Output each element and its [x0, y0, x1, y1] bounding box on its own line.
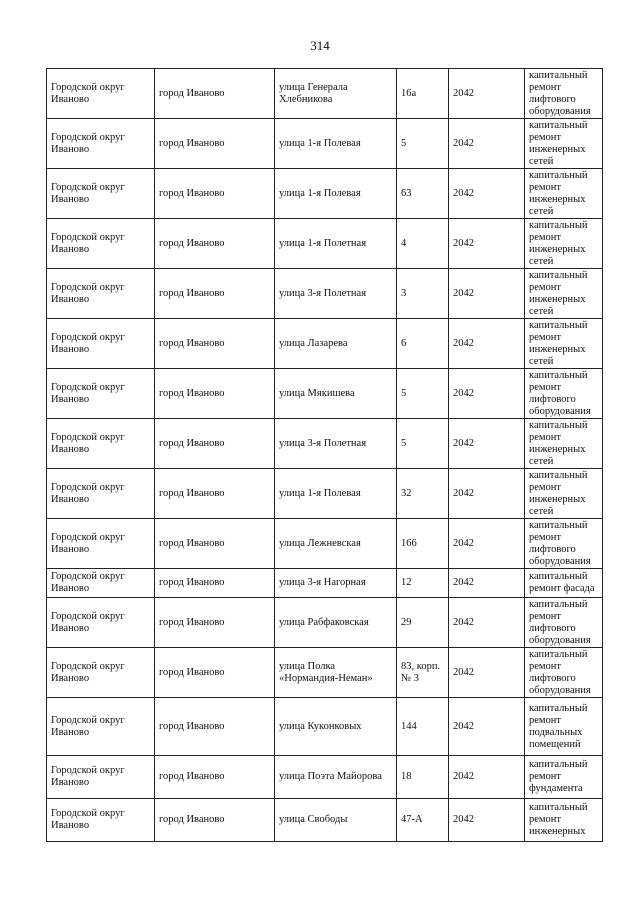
street-cell: улица Мякишева	[275, 369, 397, 419]
year-cell: 2042	[449, 799, 525, 842]
district-cell: Городской округ Иваново	[47, 598, 155, 648]
house-cell: 144	[397, 698, 449, 756]
table-row	[47, 698, 603, 756]
table-row	[47, 369, 603, 419]
work-type-cell: капитальный ремонт инженерных сетей	[525, 469, 603, 519]
house-cell: 32	[397, 469, 449, 519]
work-type-cell: капитальный ремонт инженерных сетей	[525, 169, 603, 219]
house-cell: 166	[397, 519, 449, 569]
year-cell: 2042	[449, 519, 525, 569]
street-cell: улица 1-я Полевая	[275, 469, 397, 519]
work-type-cell: капитальный ремонт подвальных помещений	[525, 698, 603, 756]
table-row	[47, 169, 603, 219]
work-type-cell: капитальный ремонт лифтового оборудования	[525, 69, 603, 119]
year-cell: 2042	[449, 698, 525, 756]
year-cell: 2042	[449, 319, 525, 369]
table-row	[47, 799, 603, 842]
city-cell: город Иваново	[155, 569, 275, 598]
street-cell: улица 3-я Полетная	[275, 419, 397, 469]
house-cell: 29	[397, 598, 449, 648]
street-cell: улица Генерала Хлебникова	[275, 69, 397, 119]
house-cell: 83, корп. № 3	[397, 648, 449, 698]
work-type-cell: капитальный ремонт лифтового оборудования	[525, 648, 603, 698]
house-cell: 5	[397, 119, 449, 169]
house-cell: 6	[397, 319, 449, 369]
table-row	[47, 419, 603, 469]
district-cell: Городской округ Иваново	[47, 269, 155, 319]
street-cell: улица 1-я Полевая	[275, 169, 397, 219]
street-cell: улица Поэта Майорова	[275, 756, 397, 799]
city-cell: город Иваново	[155, 119, 275, 169]
street-cell: улица Рабфаковская	[275, 598, 397, 648]
city-cell: город Иваново	[155, 799, 275, 842]
city-cell: город Иваново	[155, 756, 275, 799]
district-cell: Городской округ Иваново	[47, 648, 155, 698]
district-cell: Городской округ Иваново	[47, 219, 155, 269]
city-cell: город Иваново	[155, 69, 275, 119]
district-cell: Городской округ Иваново	[47, 169, 155, 219]
house-cell: 16а	[397, 69, 449, 119]
table-row	[47, 119, 603, 169]
street-cell: улица 1-я Полетная	[275, 219, 397, 269]
district-cell: Городской округ Иваново	[47, 799, 155, 842]
city-cell: город Иваново	[155, 519, 275, 569]
work-type-cell: капитальный ремонт лифтового оборудования	[525, 519, 603, 569]
page-number: 314	[310, 38, 330, 53]
table-row	[47, 519, 603, 569]
house-cell: 3	[397, 269, 449, 319]
work-type-cell: капитальный ремонт инженерных сетей	[525, 269, 603, 319]
table-body	[47, 69, 603, 842]
street-cell: улица Лежневская	[275, 519, 397, 569]
district-cell: Городской округ Иваново	[47, 569, 155, 598]
district-cell: Городской округ Иваново	[47, 519, 155, 569]
city-cell: город Иваново	[155, 169, 275, 219]
city-cell: город Иваново	[155, 648, 275, 698]
street-cell: улица Лазарева	[275, 319, 397, 369]
table-row	[47, 756, 603, 799]
table-row	[47, 648, 603, 698]
city-cell: город Иваново	[155, 369, 275, 419]
work-type-cell: капитальный ремонт фундамента	[525, 756, 603, 799]
district-cell: Городской округ Иваново	[47, 469, 155, 519]
work-type-cell: капитальный ремонт инженерных сетей	[525, 219, 603, 269]
city-cell: город Иваново	[155, 698, 275, 756]
year-cell: 2042	[449, 419, 525, 469]
repair-schedule-table	[46, 68, 603, 842]
street-cell: улица 3-я Полетная	[275, 269, 397, 319]
year-cell: 2042	[449, 369, 525, 419]
house-cell: 47-А	[397, 799, 449, 842]
year-cell: 2042	[449, 269, 525, 319]
district-cell: Городской округ Иваново	[47, 698, 155, 756]
street-cell: улица Свободы	[275, 799, 397, 842]
work-type-cell: капитальный ремонт инженерных	[525, 799, 603, 842]
district-cell: Городской округ Иваново	[47, 119, 155, 169]
table-row	[47, 219, 603, 269]
table-row	[47, 69, 603, 119]
work-type-cell: капитальный ремонт фасада	[525, 569, 603, 598]
table-row	[47, 269, 603, 319]
year-cell: 2042	[449, 648, 525, 698]
year-cell: 2042	[449, 756, 525, 799]
year-cell: 2042	[449, 219, 525, 269]
year-cell: 2042	[449, 469, 525, 519]
street-cell: улица 3-я Нагорная	[275, 569, 397, 598]
work-type-cell: капитальный ремонт инженерных сетей	[525, 119, 603, 169]
house-cell: 18	[397, 756, 449, 799]
district-cell: Городской округ Иваново	[47, 756, 155, 799]
city-cell: город Иваново	[155, 319, 275, 369]
year-cell: 2042	[449, 598, 525, 648]
house-cell: 63	[397, 169, 449, 219]
city-cell: город Иваново	[155, 419, 275, 469]
district-cell: Городской округ Иваново	[47, 369, 155, 419]
year-cell: 2042	[449, 169, 525, 219]
house-cell: 5	[397, 419, 449, 469]
house-cell: 12	[397, 569, 449, 598]
table-row	[47, 469, 603, 519]
city-cell: город Иваново	[155, 469, 275, 519]
district-cell: Городской округ Иваново	[47, 319, 155, 369]
year-cell: 2042	[449, 569, 525, 598]
house-cell: 5	[397, 369, 449, 419]
street-cell: улица Куконковых	[275, 698, 397, 756]
city-cell: город Иваново	[155, 269, 275, 319]
city-cell: город Иваново	[155, 598, 275, 648]
street-cell: улица Полка «Нормандия-Неман»	[275, 648, 397, 698]
district-cell: Городской округ Иваново	[47, 69, 155, 119]
table-row	[47, 319, 603, 369]
district-cell: Городской округ Иваново	[47, 419, 155, 469]
year-cell: 2042	[449, 119, 525, 169]
city-cell: город Иваново	[155, 219, 275, 269]
work-type-cell: капитальный ремонт лифтового оборудования	[525, 369, 603, 419]
table-row	[47, 598, 603, 648]
street-cell: улица 1-я Полевая	[275, 119, 397, 169]
table-row	[47, 569, 603, 598]
work-type-cell: капитальный ремонт инженерных сетей	[525, 319, 603, 369]
work-type-cell: капитальный ремонт инженерных сетей	[525, 419, 603, 469]
year-cell: 2042	[449, 69, 525, 119]
work-type-cell: капитальный ремонт лифтового оборудования	[525, 598, 603, 648]
house-cell: 4	[397, 219, 449, 269]
